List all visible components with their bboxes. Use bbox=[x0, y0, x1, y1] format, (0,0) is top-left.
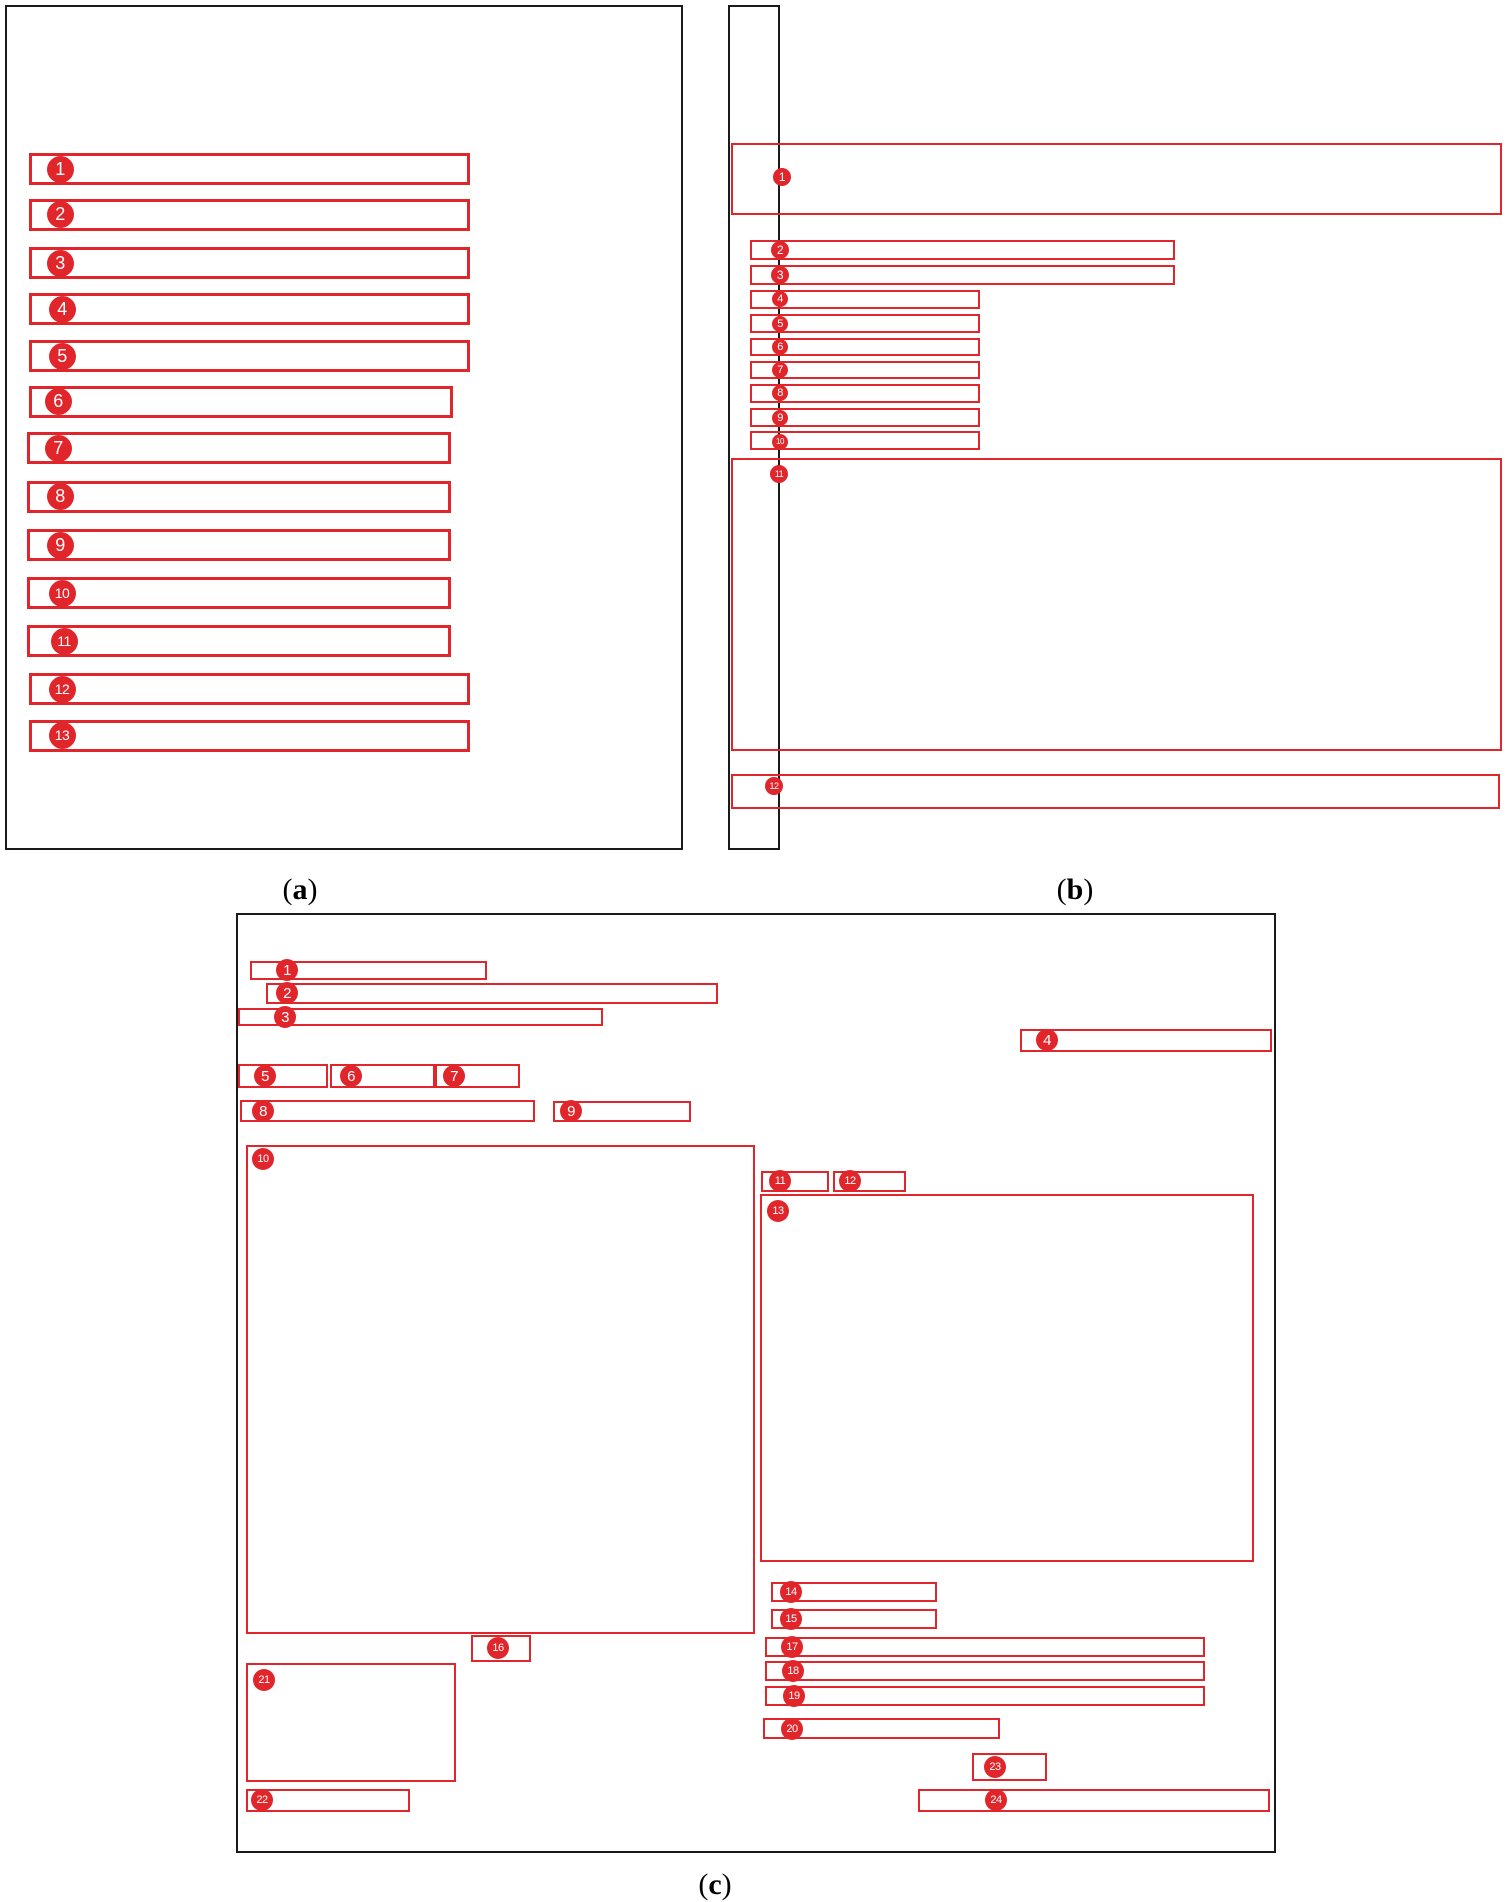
region-box bbox=[750, 265, 1175, 285]
region-number-badge: 18 bbox=[782, 1660, 804, 1682]
region-number-badge: 19 bbox=[783, 1685, 805, 1707]
region-number-badge: 6 bbox=[340, 1065, 362, 1087]
region-number-badge: 5 bbox=[254, 1065, 276, 1087]
region-box bbox=[29, 720, 470, 752]
region-number-badge: 8 bbox=[252, 1100, 274, 1122]
region-box bbox=[266, 983, 718, 1004]
region-number-badge: 16 bbox=[487, 1637, 509, 1659]
region-number-badge: 24 bbox=[985, 1789, 1007, 1811]
region-box bbox=[246, 1663, 456, 1782]
region-number-badge: 3 bbox=[771, 266, 789, 284]
panel-caption: (c) bbox=[698, 1868, 732, 1901]
region-number-badge: 4 bbox=[49, 296, 76, 323]
region-number-badge: 5 bbox=[772, 316, 788, 332]
region-box bbox=[731, 458, 1502, 751]
region-number-badge: 4 bbox=[1036, 1029, 1058, 1051]
region-box bbox=[29, 153, 470, 185]
region-box bbox=[27, 577, 451, 609]
region-number-badge: 3 bbox=[274, 1006, 296, 1028]
region-number-badge: 4 bbox=[772, 291, 788, 307]
region-number-badge: 2 bbox=[47, 201, 74, 228]
region-number-badge: 14 bbox=[780, 1581, 802, 1603]
region-box bbox=[918, 1789, 1270, 1812]
region-number-badge: 10 bbox=[49, 580, 76, 607]
region-number-badge: 12 bbox=[49, 676, 76, 703]
region-number-badge: 7 bbox=[443, 1065, 465, 1087]
region-number-badge: 10 bbox=[252, 1148, 274, 1170]
region-box bbox=[731, 774, 1500, 809]
region-number-badge: 11 bbox=[770, 465, 788, 483]
region-number-badge: 9 bbox=[772, 410, 788, 426]
region-box bbox=[29, 199, 470, 231]
region-box bbox=[760, 1194, 1254, 1562]
region-box bbox=[750, 240, 1175, 260]
region-number-badge: 3 bbox=[47, 250, 74, 277]
panel-caption-label: c bbox=[708, 1868, 722, 1901]
region-box bbox=[240, 1100, 535, 1122]
region-number-badge: 1 bbox=[47, 156, 74, 183]
region-box bbox=[27, 529, 451, 561]
region-number-badge: 11 bbox=[51, 628, 78, 655]
region-box bbox=[27, 625, 451, 657]
region-number-badge: 23 bbox=[984, 1756, 1006, 1778]
region-number-badge: 5 bbox=[49, 343, 76, 370]
region-box bbox=[29, 673, 470, 705]
region-box bbox=[731, 143, 1502, 215]
panel-caption: (a) bbox=[282, 873, 318, 906]
region-box bbox=[27, 481, 451, 513]
region-number-badge: 10 bbox=[772, 434, 788, 450]
region-number-badge: 8 bbox=[772, 385, 788, 401]
region-number-badge: 2 bbox=[276, 982, 298, 1004]
region-box bbox=[765, 1686, 1205, 1706]
region-number-badge: 2 bbox=[771, 241, 789, 259]
region-number-badge: 13 bbox=[767, 1200, 789, 1222]
region-box bbox=[29, 247, 470, 279]
region-box bbox=[765, 1661, 1205, 1681]
region-number-badge: 1 bbox=[773, 168, 791, 186]
region-box bbox=[765, 1637, 1205, 1657]
region-number-badge: 20 bbox=[781, 1718, 803, 1740]
region-box bbox=[29, 293, 470, 325]
region-box bbox=[238, 1064, 328, 1088]
region-number-badge: 7 bbox=[45, 435, 72, 462]
region-number-badge: 12 bbox=[765, 777, 783, 795]
region-box bbox=[27, 432, 451, 464]
region-number-badge: 11 bbox=[769, 1170, 791, 1192]
region-number-badge: 17 bbox=[781, 1636, 803, 1658]
panel-caption-label: a bbox=[292, 873, 308, 906]
region-number-badge: 13 bbox=[49, 722, 76, 749]
panel-caption: (b) bbox=[1056, 873, 1094, 906]
region-number-badge: 15 bbox=[780, 1608, 802, 1630]
region-number-badge: 8 bbox=[47, 483, 74, 510]
region-box bbox=[29, 386, 453, 418]
region-number-badge: 7 bbox=[772, 362, 788, 378]
panel-caption-label: b bbox=[1066, 873, 1084, 906]
region-number-badge: 6 bbox=[45, 388, 72, 415]
region-box bbox=[246, 1145, 755, 1634]
region-number-badge: 22 bbox=[251, 1789, 273, 1811]
region-number-badge: 21 bbox=[253, 1669, 275, 1691]
region-number-badge: 6 bbox=[772, 339, 788, 355]
region-box bbox=[29, 340, 470, 372]
region-number-badge: 1 bbox=[276, 959, 298, 981]
region-number-badge: 9 bbox=[47, 532, 74, 559]
region-number-badge: 12 bbox=[839, 1170, 861, 1192]
region-number-badge: 9 bbox=[560, 1100, 582, 1122]
